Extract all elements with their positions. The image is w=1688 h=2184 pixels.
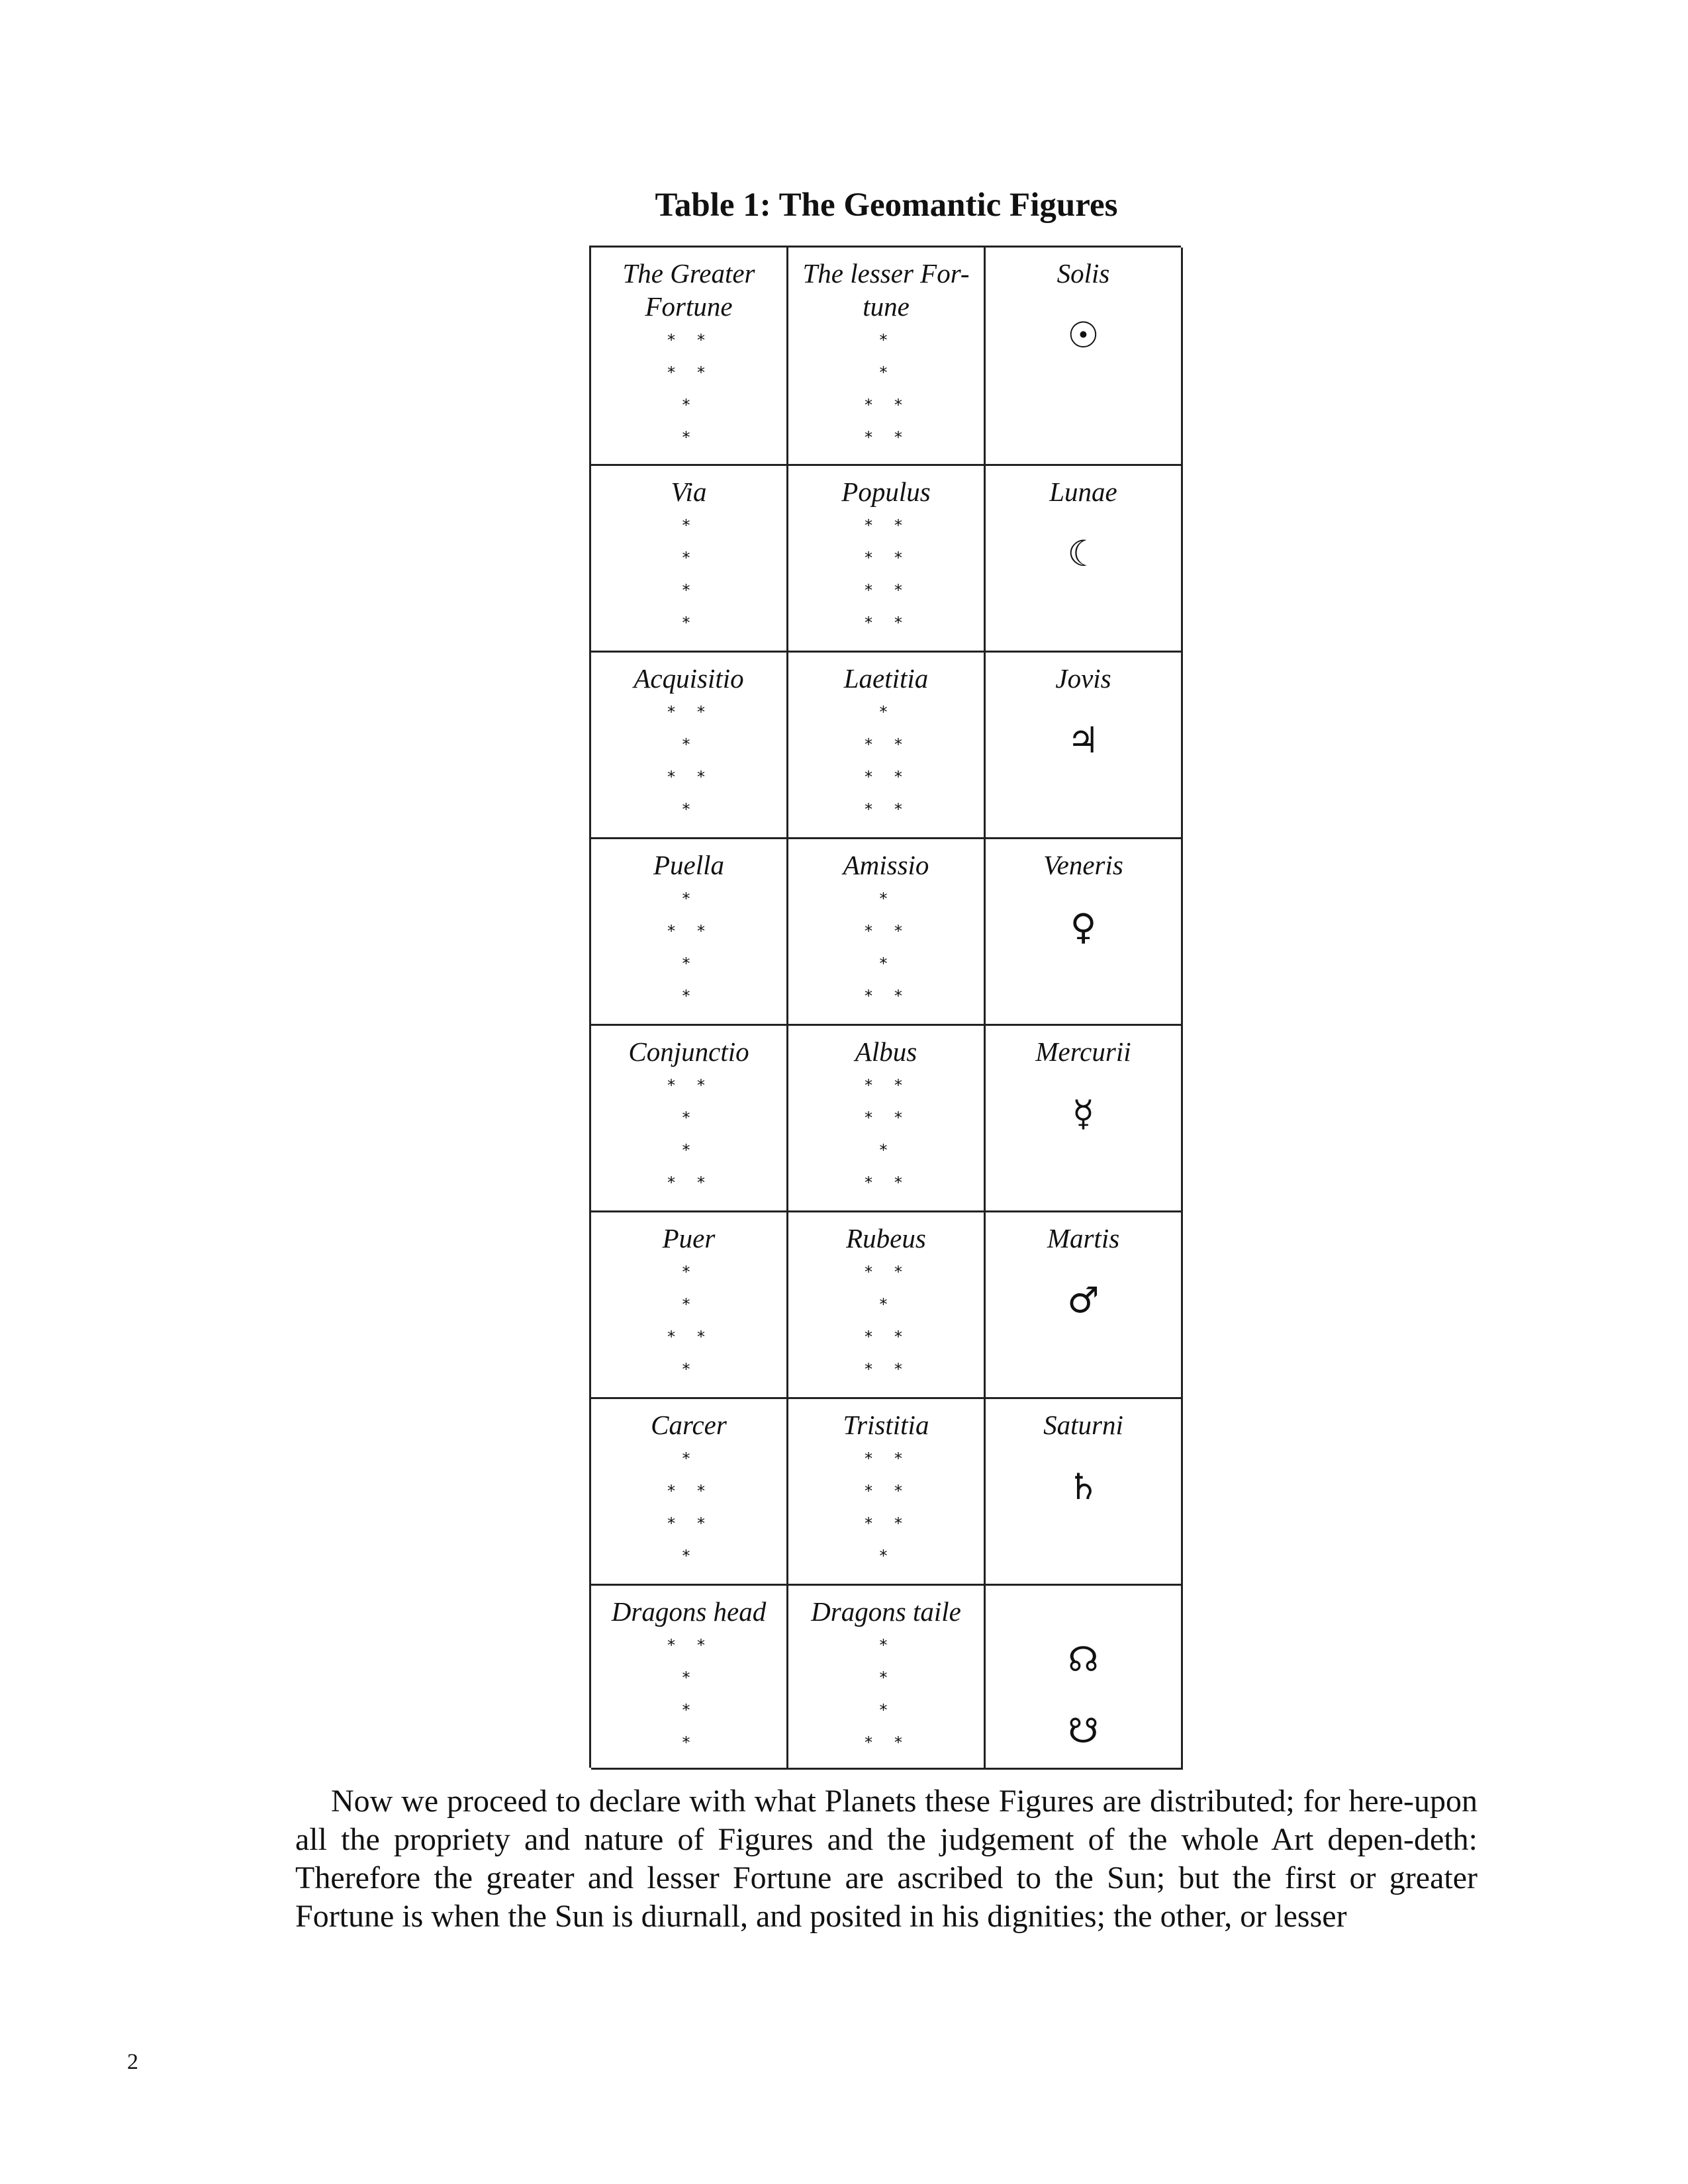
dot-row: * xyxy=(681,1360,696,1379)
dot-row: * * xyxy=(666,703,712,721)
dot-row: * * xyxy=(863,1173,909,1192)
dot-row: * * xyxy=(863,768,909,786)
planet-name: Solis xyxy=(1056,258,1110,289)
dot-row: * xyxy=(681,1109,696,1127)
figure-cell xyxy=(788,1026,986,1212)
figure-dots xyxy=(591,1256,786,1386)
saturn-icon: ♄ xyxy=(1067,1466,1100,1508)
planet-cell xyxy=(986,839,1183,1026)
descending-node-icon: ☋ xyxy=(1068,1711,1099,1751)
planet-cell xyxy=(986,1212,1183,1399)
jupiter-icon: ♃ xyxy=(1067,719,1100,761)
dot-row: * xyxy=(681,396,696,414)
dot-row: * xyxy=(878,1547,894,1565)
sun-icon: ☉ xyxy=(1067,314,1100,356)
figure-cell xyxy=(788,466,986,653)
table-caption: Table 1: The Geomantic Figures xyxy=(655,187,1118,224)
figure-name: The lesser For-tune xyxy=(802,258,970,322)
figure-dots xyxy=(788,324,984,454)
planet-name: Veneris xyxy=(1043,850,1123,880)
dot-row: * * xyxy=(863,735,909,754)
planet-cell xyxy=(986,466,1183,653)
figure-dots xyxy=(591,324,786,454)
figure-name: Dragons head xyxy=(611,1596,767,1627)
dot-row: * * xyxy=(666,922,712,940)
dot-row: * * xyxy=(666,331,712,349)
dot-row: * xyxy=(878,703,894,721)
node-symbols xyxy=(986,1624,1181,1767)
dot-row: * * xyxy=(863,428,909,447)
figure-name: Conjunctio xyxy=(628,1036,749,1067)
planet-cell xyxy=(986,1399,1183,1586)
figure-dots xyxy=(591,883,786,1013)
dot-row: * * xyxy=(666,1482,712,1500)
figure-cell xyxy=(788,839,986,1026)
figure-cell xyxy=(591,839,788,1026)
figure-name: Albus xyxy=(855,1036,917,1067)
dot-row: * xyxy=(878,1701,894,1719)
dot-row: * xyxy=(681,428,696,447)
dot-row: * * xyxy=(863,1449,909,1468)
page-number: 2 xyxy=(127,2050,138,2074)
planet-name: Jovis xyxy=(1055,663,1111,694)
dot-row: * xyxy=(681,954,696,973)
dot-row: * * xyxy=(863,614,909,632)
dot-row: * * xyxy=(863,987,909,1005)
figure-dots xyxy=(591,1069,786,1199)
dot-row: * xyxy=(878,1636,894,1655)
figure-dots xyxy=(591,696,786,826)
dot-row: * xyxy=(681,987,696,1005)
figure-dots xyxy=(788,1256,984,1386)
dot-row: * * xyxy=(863,1263,909,1281)
dot-row: * xyxy=(681,1701,696,1719)
figure-dots xyxy=(788,510,984,639)
dot-row: * xyxy=(878,363,894,382)
dot-row: * * xyxy=(863,800,909,819)
planet-name: Saturni xyxy=(1043,1410,1123,1440)
figure-cell xyxy=(591,1399,788,1586)
dot-row: * xyxy=(681,889,696,908)
ascending-node-icon: ☊ xyxy=(1068,1640,1099,1680)
dot-row: * * xyxy=(863,549,909,567)
dot-row: * * xyxy=(666,768,712,786)
figure-dots xyxy=(788,1443,984,1572)
figure-cell xyxy=(591,1586,788,1770)
figure-name: Acquisitio xyxy=(633,663,744,694)
dot-row: * xyxy=(878,954,894,973)
figure-dots xyxy=(788,883,984,1013)
dot-row: * * xyxy=(863,1514,909,1533)
figure-name: Puer xyxy=(662,1223,716,1253)
figure-name: Tristitia xyxy=(843,1410,929,1440)
figure-cell xyxy=(591,248,788,466)
figure-cell xyxy=(591,1026,788,1212)
figure-name: Populus xyxy=(841,477,931,507)
figure-name: Amissio xyxy=(843,850,929,880)
figure-name: Rubeus xyxy=(846,1223,926,1253)
dot-row: * xyxy=(681,581,696,600)
venus-icon: ♀ xyxy=(1070,906,1097,948)
dot-row: * xyxy=(878,1141,894,1160)
figure-dots xyxy=(591,1629,786,1759)
dot-row: * * xyxy=(666,363,712,382)
dot-row: * xyxy=(878,889,894,908)
dot-row: * * xyxy=(666,1514,712,1533)
dot-row: * xyxy=(681,1295,696,1314)
mars-icon: ♂ xyxy=(1067,1279,1100,1321)
dot-row: * * xyxy=(666,1173,712,1192)
figure-name: Puella xyxy=(653,850,725,880)
figure-cell xyxy=(788,248,986,466)
figure-cell xyxy=(591,1212,788,1399)
dot-row: * xyxy=(681,800,696,819)
dot-row: * xyxy=(681,1449,696,1468)
figure-cell xyxy=(788,653,986,839)
dot-row: * * xyxy=(863,581,909,600)
figure-name: Carcer xyxy=(651,1410,727,1440)
dot-row: * xyxy=(681,1263,696,1281)
figure-cell xyxy=(591,653,788,839)
dot-row: * xyxy=(878,1668,894,1687)
figure-cell xyxy=(788,1212,986,1399)
dot-row: * * xyxy=(863,922,909,940)
dot-row: * * xyxy=(863,516,909,535)
dot-row: * xyxy=(878,331,894,349)
dot-row: * * xyxy=(666,1328,712,1346)
dot-row: * xyxy=(681,516,696,535)
moon-icon: ☾ xyxy=(1067,533,1100,574)
dot-row: * xyxy=(878,1295,894,1314)
figure-name: Via xyxy=(671,477,707,507)
geomantic-figures-table xyxy=(589,246,1181,1768)
figure-name: Dragons taile xyxy=(811,1596,961,1627)
figure-cell xyxy=(788,1586,986,1770)
figure-dots xyxy=(788,696,984,826)
body-paragraph: Now we proceed to declare with what Planets these Figures are distributed; for here-upon all the propriety and nature of Figures and the judgement of the whole Art depen-deth: Therefore the greater and lesser Fortune are ascribed to the Sun; but the first or greater Fortune is when the Sun is diurnall, and posited in his dignities; the other, or lesser xyxy=(295,1784,1477,1934)
dot-row: * * xyxy=(863,1109,909,1127)
dot-row: * * xyxy=(863,1733,909,1752)
planet-cell xyxy=(986,248,1183,466)
dot-row: * xyxy=(681,735,696,754)
figure-dots xyxy=(591,1443,786,1572)
dot-row: * * xyxy=(863,1360,909,1379)
figure-name: The Greater Fortune xyxy=(622,258,755,322)
figure-dots xyxy=(591,510,786,639)
figure-cell xyxy=(788,1399,986,1586)
mercury-icon: ☿ xyxy=(1072,1093,1095,1134)
figure-dots xyxy=(788,1069,984,1199)
planet-name: Martis xyxy=(1047,1223,1120,1253)
dot-row: * xyxy=(681,1733,696,1752)
dot-row: * xyxy=(681,1547,696,1565)
planet-cell xyxy=(986,653,1183,839)
figure-name: Laetitia xyxy=(843,663,929,694)
figure-dots xyxy=(788,1629,984,1759)
planet-name: Mercurii xyxy=(1035,1036,1131,1067)
dot-row: * * xyxy=(863,1482,909,1500)
dot-row: * * xyxy=(666,1636,712,1655)
dot-row: * * xyxy=(863,1328,909,1346)
planet-name: Lunae xyxy=(1049,477,1117,507)
figure-cell xyxy=(591,466,788,653)
dot-row: * * xyxy=(863,1076,909,1095)
dot-row: * xyxy=(681,549,696,567)
dot-row: * xyxy=(681,1141,696,1160)
dot-row: * * xyxy=(666,1076,712,1095)
dot-row: * xyxy=(681,1668,696,1687)
planet-cell xyxy=(986,1026,1183,1212)
dot-row: * xyxy=(681,614,696,632)
dot-row: * * xyxy=(863,396,909,414)
planet-cell xyxy=(986,1586,1183,1770)
